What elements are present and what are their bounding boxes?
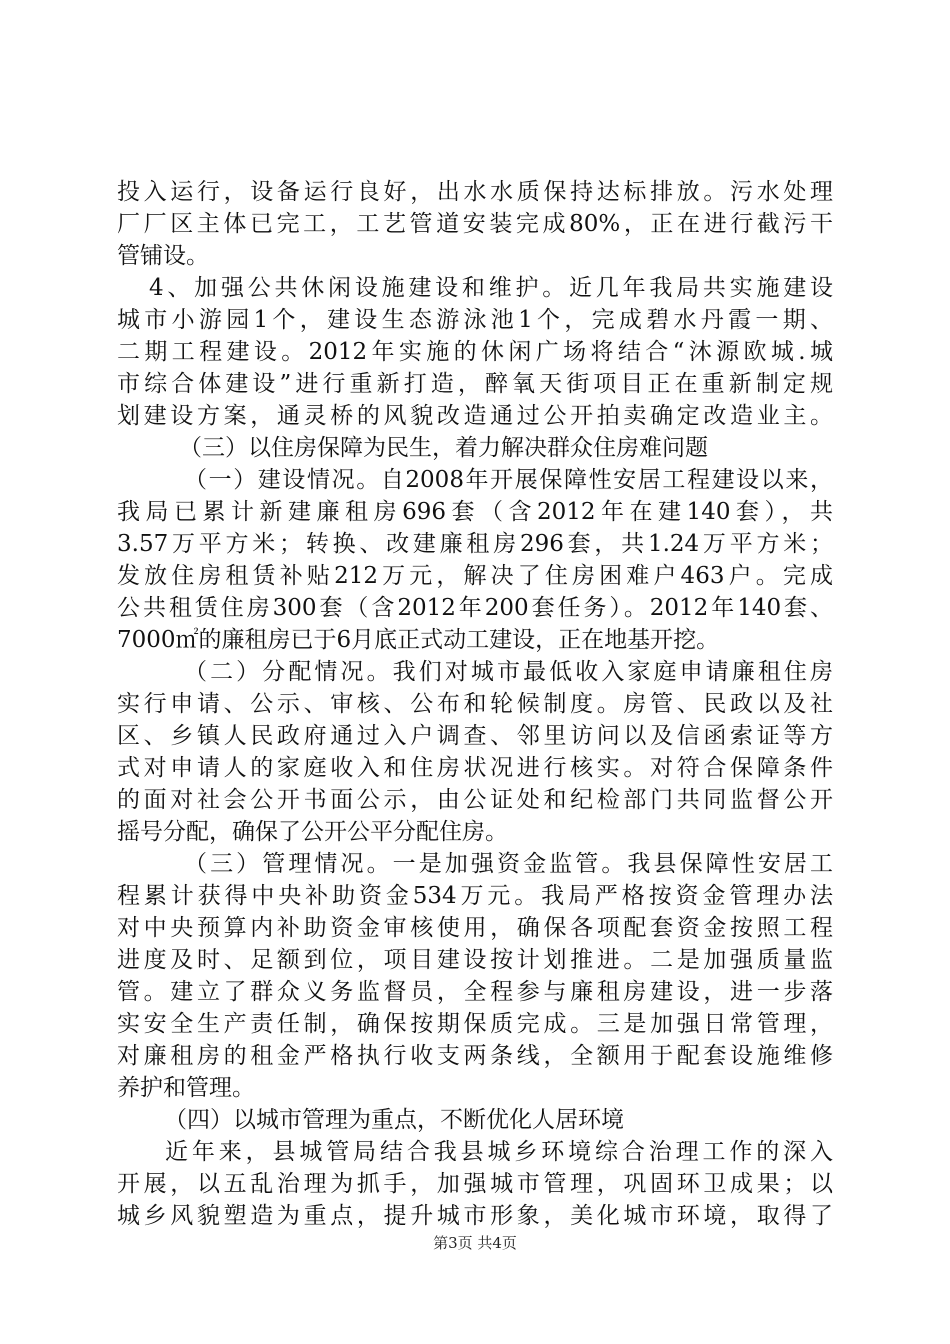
text-line: 近年来，县城管局结合我县城乡环境综合治理工作的深入 <box>165 1139 833 1165</box>
text-line: 投入运行，设备运行良好，出水水质保持达标排放。污水处理 <box>117 179 833 205</box>
text-line: 4、加强公共休闲设施建设和维护。近几年我局共实施建设 <box>149 275 833 301</box>
text-line: 二期工程建设。2012年实施的休闲广场将结合“沐源欧城.城 <box>117 339 833 365</box>
text-line: 划建设方案，通灵桥的风貌改造通过公开拍卖确定改造业主。 <box>117 403 833 429</box>
text-line: 开展，以五乱治理为抓手，加强城市管理，巩固环卫成果；以 <box>117 1171 833 1197</box>
text-line: 城市小游园1个，建设生态游泳池1个，完成碧水丹霞一期、 <box>117 307 833 333</box>
text-line: 实安全生产责任制，确保按期保质完成。三是加强日常管理， <box>117 1011 833 1037</box>
text-line: 的面对社会公开书面公示，由公证处和纪检部门共同监督公开 <box>117 787 833 813</box>
text-line: 实行申请、公示、审核、公布和轮候制度。房管、民政以及社 <box>117 691 833 717</box>
text-line: 管。建立了群众义务监督员，全程参与廉租房建设，进一步落 <box>117 979 833 1005</box>
text-line: 我局已累计新建廉租房696套（含2012年在建140套），共 <box>117 499 833 525</box>
text-line: 式对申请人的家庭收入和住房状况进行核实。对符合保障条件 <box>117 755 833 781</box>
text-line: （三）以住房保障为民生，着力解决群众住房难问题 <box>179 435 708 461</box>
text-line: 3.57万平方米；转换、改建廉租房296套，共1.24万平方米； <box>117 531 833 557</box>
text-line: 城乡风貌塑造为重点，提升城市形象，美化城市环境，取得了 <box>117 1203 833 1229</box>
text-line: 程累计获得中央补助资金534万元。我局严格按资金管理办法 <box>117 883 833 909</box>
text-line: 对廉租房的租金严格执行收支两条线，全额用于配套设施维修 <box>117 1043 833 1069</box>
text-line: （三）管理情况。一是加强资金监管。我县保障性安居工 <box>184 851 833 877</box>
text-line: （二）分配情况。我们对城市最低收入家庭申请廉租住房 <box>184 659 833 685</box>
text-line: 发放住房租赁补贴212万元，解决了住房困难户463户。完成 <box>117 563 833 589</box>
text-line: （一）建设情况。自2008年开展保障性安居工程建设以来， <box>184 467 833 493</box>
text-line: 进度及时、足额到位，项目建设按计划推进。二是加强质量监 <box>117 947 833 973</box>
text-line: 市综合体建设”进行重新打造，醉氧天街项目正在重新制定规 <box>117 371 833 397</box>
text-line: 对中央预算内补助资金审核使用，确保各项配套资金按照工程 <box>117 915 833 941</box>
text-line: （四）以城市管理为重点，不断优化人居环境 <box>164 1107 624 1133</box>
text-line: 7000㎡的廉租房已于6月底正式动工建设，正在地基开挖。 <box>117 627 720 653</box>
text-line: 厂厂区主体已完工，工艺管道安装完成80%，正在进行截污干 <box>117 211 833 237</box>
text-line: 养护和管理。 <box>117 1075 255 1101</box>
page-footer: 第3页 共4页 <box>433 1234 517 1252</box>
text-line: 管铺设。 <box>117 243 209 269</box>
text-line: 公共租赁住房300套（含2012年200套任务）。2012年140套、 <box>117 595 833 621</box>
document-body <box>117 176 833 1232</box>
text-line: 摇号分配，确保了公开公平分配住房。 <box>117 819 508 845</box>
text-line: 区、乡镇人民政府通过入户调查、邻里访问以及信函索证等方 <box>117 723 833 749</box>
